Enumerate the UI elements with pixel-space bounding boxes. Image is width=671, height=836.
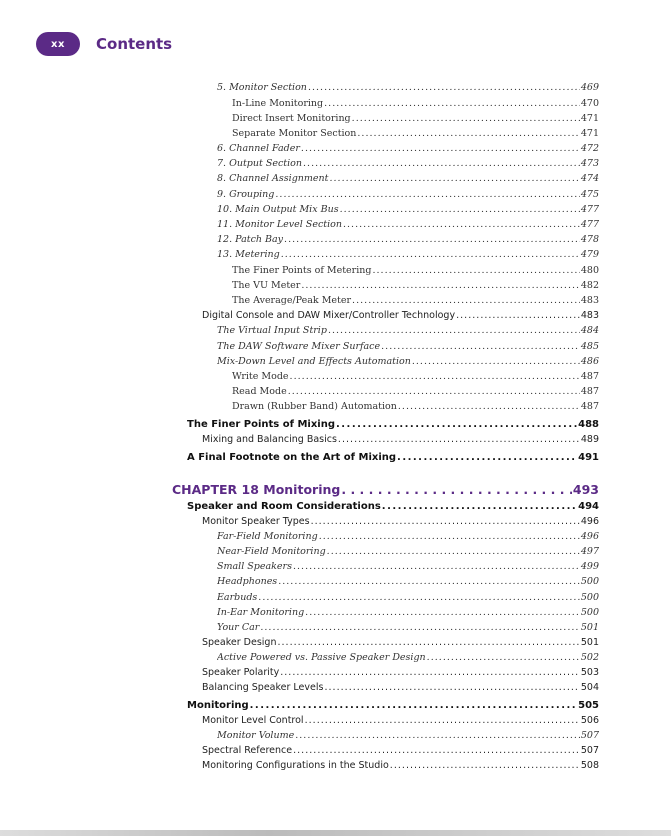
dot-leader (305, 607, 580, 617)
toc-entry[interactable] (202, 745, 599, 756)
toc-entry-title: Direct Insert Monitoring (232, 113, 351, 124)
toc-entry-title: Speaker and Room Considerations (187, 501, 381, 512)
toc-entry-page-number: 477 (580, 219, 599, 230)
toc-entry-page-number: 497 (580, 546, 599, 557)
dot-leader (327, 546, 580, 556)
toc-entry[interactable] (232, 401, 599, 412)
page-header (36, 32, 172, 56)
toc-entry[interactable] (232, 113, 599, 124)
toc-entry[interactable] (232, 128, 599, 139)
dot-leader (341, 482, 572, 495)
toc-entry-page-number: 500 (580, 592, 599, 603)
dot-leader (397, 452, 577, 462)
toc-entry-title: In-Ear Monitoring (217, 607, 305, 618)
dot-leader (290, 371, 580, 381)
toc-entry-title: 10. Main Output Mix Bus (217, 204, 339, 215)
toc-entry-title: 9. Grouping (217, 189, 275, 200)
toc-entry[interactable] (217, 622, 599, 633)
dot-leader (390, 760, 580, 770)
toc-entry-title: A Final Footnote on the Art of Mixing (187, 452, 397, 463)
dot-leader (352, 113, 580, 123)
dot-leader (301, 280, 580, 290)
dot-leader (427, 652, 580, 662)
toc-entry-title: In-Line Monitoring (232, 98, 324, 109)
toc-entry-title: Active Powered vs. Passive Speaker Design (217, 652, 426, 663)
toc-entry-title: 12. Patch Bay (217, 234, 284, 245)
toc-entry-title: Digital Console and DAW Mixer/Controller Technology (202, 310, 456, 321)
toc-entry-title: Mixing and Balancing Basics (202, 434, 337, 445)
toc-entry-title: Speaker Polarity (202, 667, 280, 678)
dot-leader (295, 730, 580, 740)
toc-entry-title: Near-Field Monitoring (217, 546, 326, 557)
dot-leader (340, 204, 580, 214)
toc-entry-page-number: 472 (580, 143, 599, 154)
toc-entry[interactable] (217, 341, 599, 352)
toc-entry[interactable] (217, 173, 599, 184)
bottom-scroll-edge (0, 830, 671, 836)
toc-entry-title: Small Speakers (217, 561, 292, 572)
toc-entry[interactable] (172, 482, 599, 497)
toc-entry-page-number: 474 (580, 173, 599, 184)
toc-entry-page-number: 507 (580, 730, 599, 741)
toc-entry-page-number: 479 (580, 249, 599, 260)
toc-entry[interactable] (202, 682, 599, 693)
toc-entry-page-number: 487 (580, 401, 599, 412)
dot-leader (293, 561, 580, 571)
dot-leader (275, 189, 579, 199)
toc-entry[interactable] (232, 386, 599, 397)
dot-leader (280, 667, 580, 677)
toc-entry-page-number: 502 (580, 652, 599, 663)
toc-entry-page-number: 500 (580, 576, 599, 587)
toc-entry-title: Balancing Speaker Levels (202, 682, 324, 693)
toc-entry[interactable] (217, 652, 599, 663)
dot-leader (250, 700, 577, 710)
toc-entry-page-number: 483 (580, 295, 599, 306)
toc-entry-page-number: 501 (580, 622, 599, 633)
dot-leader (381, 341, 580, 351)
dot-leader (258, 592, 580, 602)
toc-entry-page-number: 486 (580, 356, 599, 367)
toc-entry-title: The Finer Points of Metering (232, 265, 372, 276)
dot-leader (328, 325, 580, 335)
dot-leader (324, 98, 580, 108)
dot-leader (303, 158, 580, 168)
toc-entry-title: Monitoring Configurations in the Studio (202, 760, 389, 771)
dot-leader (352, 295, 580, 305)
toc-entry[interactable] (202, 760, 599, 771)
toc-entry[interactable] (217, 592, 599, 603)
dot-leader (293, 745, 580, 755)
toc-entry[interactable] (232, 295, 599, 306)
toc-entry-page-number: 494 (578, 501, 599, 512)
toc-entry[interactable] (232, 371, 599, 382)
dot-leader (372, 265, 579, 275)
toc-entry-title: Monitor Speaker Types (202, 516, 310, 527)
toc-entry-page-number: 489 (580, 434, 599, 445)
toc-entry[interactable] (187, 419, 599, 430)
toc-entry-title: The DAW Software Mixer Surface (217, 341, 381, 352)
toc-entry-title: The Average/Peak Meter (232, 295, 352, 306)
toc-entry[interactable] (217, 576, 599, 587)
toc-entry[interactable] (187, 452, 599, 463)
toc-entry-title: 5. Monitor Section (217, 82, 307, 93)
toc-entry-title: Monitor Volume (217, 730, 295, 741)
toc-entry-title: Spectral Reference (202, 745, 293, 756)
toc-entry-page-number: 483 (580, 310, 599, 321)
toc-entry-title: Drawn (Rubber Band) Automation (232, 401, 397, 412)
toc-entry[interactable] (217, 189, 599, 200)
page-title: Contents (96, 35, 173, 53)
dot-leader (412, 356, 580, 366)
toc-entry[interactable] (217, 325, 599, 336)
toc-entry[interactable] (217, 204, 599, 215)
toc-entry-page-number: 506 (580, 715, 599, 726)
dot-leader (398, 401, 580, 411)
toc-entry-page-number: 484 (580, 325, 599, 336)
toc-entry[interactable] (202, 637, 599, 648)
dot-leader (329, 173, 579, 183)
toc-entry-title: 7. Output Section (217, 158, 302, 169)
dot-leader (336, 419, 577, 429)
toc-entry[interactable] (217, 249, 599, 260)
toc-entry-page-number: 475 (580, 189, 599, 200)
toc-entry-page-number: 473 (580, 158, 599, 169)
dot-leader (281, 249, 580, 259)
toc-entry-title: Earbuds (217, 592, 258, 603)
toc-entry[interactable] (217, 730, 599, 741)
toc-entry[interactable] (217, 158, 599, 169)
toc-entry-page-number: 493 (572, 482, 599, 497)
toc-entry-title: Monitoring (187, 700, 249, 711)
toc-entry[interactable] (217, 607, 599, 618)
toc-entry-page-number: 471 (580, 128, 599, 139)
toc-entry[interactable] (232, 265, 599, 276)
dot-leader (357, 128, 579, 138)
toc-entry[interactable] (217, 531, 599, 542)
toc-entry[interactable] (217, 143, 599, 154)
toc-entry[interactable] (217, 219, 599, 230)
dot-leader (319, 531, 580, 541)
toc-entry-page-number: 504 (580, 682, 599, 693)
dot-leader (260, 622, 580, 632)
toc-entry[interactable] (217, 546, 599, 557)
toc-entry[interactable] (202, 310, 599, 321)
dot-leader (456, 310, 580, 320)
dot-leader (284, 234, 580, 244)
toc-entry-page-number: 477 (580, 204, 599, 215)
toc-entry-page-number: 491 (578, 452, 599, 463)
toc-entry-page-number: 508 (580, 760, 599, 771)
toc-entry-title: The Finer Points of Mixing (187, 419, 335, 430)
toc-entry-title: Monitor Level Control (202, 715, 304, 726)
toc-entry-title: 8. Channel Assignment (217, 173, 329, 184)
toc-entry-title: 6. Channel Fader (217, 143, 300, 154)
toc-entry[interactable] (202, 715, 599, 726)
page-number-badge: xx (36, 32, 80, 56)
toc-entry[interactable] (187, 501, 599, 512)
toc-entry[interactable] (202, 667, 599, 678)
toc-entry-page-number: 503 (580, 667, 599, 678)
toc-entry-title: 13. Metering (217, 249, 280, 260)
toc-entry-title: Separate Monitor Section (232, 128, 357, 139)
toc-entry-title: CHAPTER 18 Monitoring (172, 482, 341, 497)
dot-leader (305, 715, 580, 725)
toc-entry-page-number: 487 (580, 386, 599, 397)
toc-entry[interactable] (202, 516, 599, 527)
toc-entry-page-number: 505 (578, 700, 599, 711)
toc-entry-title: The Virtual Input Strip (217, 325, 327, 336)
toc-entry-page-number: 485 (580, 341, 599, 352)
toc-entry-page-number: 471 (580, 113, 599, 124)
toc-entry-title: Headphones (217, 576, 278, 587)
toc-entry[interactable] (217, 234, 599, 245)
toc-entry-page-number: 480 (580, 265, 599, 276)
dot-leader (288, 386, 580, 396)
toc-entry-page-number: 496 (580, 516, 599, 527)
toc-entry-title: Your Car (217, 622, 260, 633)
toc-entry-page-number: 499 (580, 561, 599, 572)
toc-entry-page-number: 487 (580, 371, 599, 382)
toc-entry[interactable] (232, 280, 599, 291)
toc-entry[interactable] (232, 98, 599, 109)
dot-leader (278, 576, 580, 586)
toc-entry-title: Speaker Design (202, 637, 277, 648)
dot-leader (338, 434, 580, 444)
toc-entry-title: Read Mode (232, 386, 287, 397)
dot-leader (308, 82, 580, 92)
toc-entry-page-number: 469 (580, 82, 599, 93)
toc-entry[interactable] (217, 561, 599, 572)
toc-entry-title: Write Mode (232, 371, 289, 382)
toc-entry-page-number: 501 (580, 637, 599, 648)
toc-entry-page-number: 496 (580, 531, 599, 542)
toc-entry[interactable] (202, 434, 599, 445)
toc-entry[interactable] (217, 82, 599, 93)
toc-entry-page-number: 500 (580, 607, 599, 618)
toc-entry[interactable] (187, 700, 599, 711)
toc-entry-title: Mix-Down Level and Effects Automation (217, 356, 411, 367)
dot-leader (382, 501, 577, 511)
toc-entry-page-number: 478 (580, 234, 599, 245)
dot-leader (277, 637, 579, 647)
toc-entry-title: 11. Monitor Level Section (217, 219, 342, 230)
toc-entry[interactable] (217, 356, 599, 367)
dot-leader (301, 143, 580, 153)
toc-entry-page-number: 488 (578, 419, 599, 430)
toc-entry-title: Far-Field Monitoring (217, 531, 318, 542)
dot-leader (343, 219, 580, 229)
toc-entry-page-number: 482 (580, 280, 599, 291)
dot-leader (324, 682, 579, 692)
toc-entry-page-number: 470 (580, 98, 599, 109)
toc-entry-page-number: 507 (580, 745, 599, 756)
toc-entry-title: The VU Meter (232, 280, 301, 291)
dot-leader (311, 516, 580, 526)
